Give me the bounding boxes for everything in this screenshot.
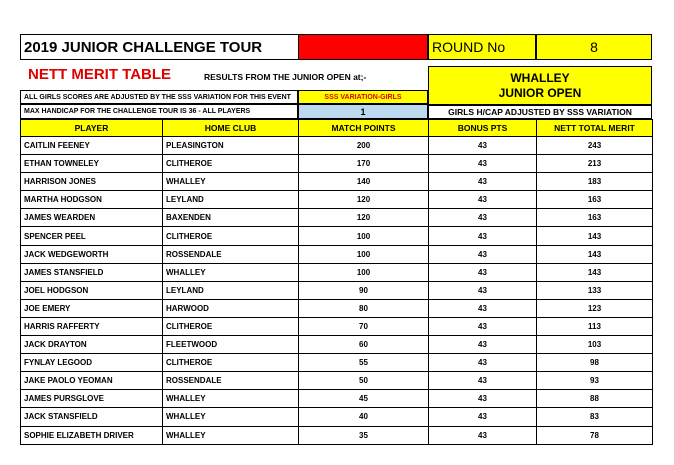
nett-total: 143 bbox=[537, 227, 653, 245]
match-points: 100 bbox=[299, 245, 429, 263]
venue-box bbox=[428, 66, 652, 106]
nett-total: 78 bbox=[537, 426, 653, 444]
merit-table-title: NETT MERIT TABLE bbox=[28, 66, 172, 83]
player-name: JACK STANSFIELD bbox=[21, 408, 163, 426]
table-row bbox=[21, 191, 653, 209]
bonus-pts: 43 bbox=[429, 173, 537, 191]
table-row bbox=[21, 317, 653, 335]
home-club: CLITHEROE bbox=[163, 155, 299, 173]
bonus-pts: 43 bbox=[429, 372, 537, 390]
match-points: 80 bbox=[299, 299, 429, 317]
match-points: 90 bbox=[299, 281, 429, 299]
match-points: 170 bbox=[299, 155, 429, 173]
tour-title: 2019 JUNIOR CHALLENGE TOUR bbox=[20, 34, 298, 60]
nett-total: 88 bbox=[537, 390, 653, 408]
nett-total: 163 bbox=[537, 191, 653, 209]
player-name: SPENCER PEEL bbox=[21, 227, 163, 245]
sss-variation-value: 1 bbox=[298, 104, 428, 119]
player-name: JAKE PAOLO YEOMAN bbox=[21, 372, 163, 390]
nett-total: 243 bbox=[537, 137, 653, 155]
match-points: 70 bbox=[299, 317, 429, 335]
home-club: FLEETWOOD bbox=[163, 336, 299, 354]
sss-variation-label: SSS VARIATION-GIRLS bbox=[298, 90, 428, 104]
player-name: ETHAN TOWNELEY bbox=[21, 155, 163, 173]
nett-total: 113 bbox=[537, 317, 653, 335]
table-row bbox=[21, 227, 653, 245]
match-points: 200 bbox=[299, 137, 429, 155]
match-points: 35 bbox=[299, 426, 429, 444]
bonus-pts: 43 bbox=[429, 227, 537, 245]
table-row bbox=[21, 173, 653, 191]
match-points: 60 bbox=[299, 336, 429, 354]
player-name: JAMES PURSGLOVE bbox=[21, 390, 163, 408]
girls-handicap-note: GIRLS H/CAP ADJUSTED BY SSS VARIATION bbox=[428, 104, 652, 119]
home-club: ROSSENDALE bbox=[163, 372, 299, 390]
home-club: HARWOOD bbox=[163, 299, 299, 317]
player-name: JAMES STANSFIELD bbox=[21, 263, 163, 281]
bonus-pts: 43 bbox=[429, 408, 537, 426]
player-name: JOE EMERY bbox=[21, 299, 163, 317]
home-club: WHALLEY bbox=[163, 408, 299, 426]
red-highlight-block bbox=[298, 34, 428, 60]
home-club: CLITHEROE bbox=[163, 354, 299, 372]
player-name: CAITLIN FEENEY bbox=[21, 137, 163, 155]
col-match-points: MATCH POINTS bbox=[299, 120, 429, 137]
player-name: JACK WEDGEWORTH bbox=[21, 245, 163, 263]
match-points: 100 bbox=[299, 263, 429, 281]
player-name: JOEL HODGSON bbox=[21, 281, 163, 299]
table-row bbox=[21, 299, 653, 317]
nett-total: 98 bbox=[537, 354, 653, 372]
player-name: SOPHIE ELIZABETH DRIVER bbox=[21, 426, 163, 444]
bonus-pts: 43 bbox=[429, 191, 537, 209]
merit-results-table bbox=[20, 119, 653, 445]
venue-line2: JUNIOR OPEN bbox=[498, 86, 582, 100]
home-club: WHALLEY bbox=[163, 173, 299, 191]
nett-total: 143 bbox=[537, 245, 653, 263]
bonus-pts: 43 bbox=[429, 209, 537, 227]
nett-total: 143 bbox=[537, 263, 653, 281]
bonus-pts: 43 bbox=[429, 245, 537, 263]
table-row bbox=[21, 426, 653, 444]
table-row bbox=[21, 408, 653, 426]
table-row bbox=[21, 281, 653, 299]
round-label: ROUND No bbox=[428, 34, 536, 60]
col-nett-total: NETT TOTAL MERIT bbox=[537, 120, 653, 137]
table-row bbox=[21, 245, 653, 263]
home-club: ROSSENDALE bbox=[163, 245, 299, 263]
venue-line1: WHALLEY bbox=[510, 71, 570, 85]
bonus-pts: 43 bbox=[429, 137, 537, 155]
match-points: 120 bbox=[299, 191, 429, 209]
home-club: CLITHEROE bbox=[163, 227, 299, 245]
home-club: BAXENDEN bbox=[163, 209, 299, 227]
player-name: HARRIS RAFFERTY bbox=[21, 317, 163, 335]
table-row bbox=[21, 209, 653, 227]
home-club: LEYLAND bbox=[163, 191, 299, 209]
match-points: 50 bbox=[299, 372, 429, 390]
col-player: PLAYER bbox=[21, 120, 163, 137]
col-home-club: HOME CLUB bbox=[163, 120, 299, 137]
bonus-pts: 43 bbox=[429, 317, 537, 335]
table-row bbox=[21, 263, 653, 281]
col-bonus-pts: BONUS PTS bbox=[429, 120, 537, 137]
nett-total: 213 bbox=[537, 155, 653, 173]
girls-adjust-note: ALL GIRLS SCORES ARE ADJUSTED BY THE SSS VARIATION FOR THIS EVENT bbox=[20, 90, 298, 104]
home-club: CLITHEROE bbox=[163, 317, 299, 335]
match-points: 140 bbox=[299, 173, 429, 191]
table-row bbox=[21, 155, 653, 173]
home-club: PLEASINGTON bbox=[163, 137, 299, 155]
table-row bbox=[21, 354, 653, 372]
match-points: 55 bbox=[299, 354, 429, 372]
bonus-pts: 43 bbox=[429, 336, 537, 354]
player-name: FYNLAY LEGOOD bbox=[21, 354, 163, 372]
nett-total: 163 bbox=[537, 209, 653, 227]
round-number: 8 bbox=[536, 34, 652, 60]
bonus-pts: 43 bbox=[429, 299, 537, 317]
home-club: WHALLEY bbox=[163, 426, 299, 444]
results-from-label: RESULTS FROM THE JUNIOR OPEN at;- bbox=[204, 72, 367, 82]
home-club: LEYLAND bbox=[163, 281, 299, 299]
home-club: WHALLEY bbox=[163, 263, 299, 281]
table-row bbox=[21, 372, 653, 390]
match-points: 100 bbox=[299, 227, 429, 245]
bonus-pts: 43 bbox=[429, 155, 537, 173]
match-points: 45 bbox=[299, 390, 429, 408]
nett-total: 83 bbox=[537, 408, 653, 426]
match-points: 40 bbox=[299, 408, 429, 426]
bonus-pts: 43 bbox=[429, 354, 537, 372]
table-row bbox=[21, 390, 653, 408]
nett-total: 123 bbox=[537, 299, 653, 317]
player-name: JAMES WEARDEN bbox=[21, 209, 163, 227]
table-row bbox=[21, 137, 653, 155]
player-name: HARRISON JONES bbox=[21, 173, 163, 191]
nett-total: 93 bbox=[537, 372, 653, 390]
bonus-pts: 43 bbox=[429, 426, 537, 444]
player-name: JACK DRAYTON bbox=[21, 336, 163, 354]
bonus-pts: 43 bbox=[429, 281, 537, 299]
home-club: WHALLEY bbox=[163, 390, 299, 408]
max-handicap-note: MAX HANDICAP FOR THE CHALLENGE TOUR IS 36 - ALL PLAYERS bbox=[20, 104, 298, 119]
nett-total: 103 bbox=[537, 336, 653, 354]
nett-total: 183 bbox=[537, 173, 653, 191]
bonus-pts: 43 bbox=[429, 263, 537, 281]
bonus-pts: 43 bbox=[429, 390, 537, 408]
player-name: MARTHA HODGSON bbox=[21, 191, 163, 209]
table-row bbox=[21, 336, 653, 354]
nett-total: 133 bbox=[537, 281, 653, 299]
match-points: 120 bbox=[299, 209, 429, 227]
table-header-row bbox=[21, 120, 653, 137]
